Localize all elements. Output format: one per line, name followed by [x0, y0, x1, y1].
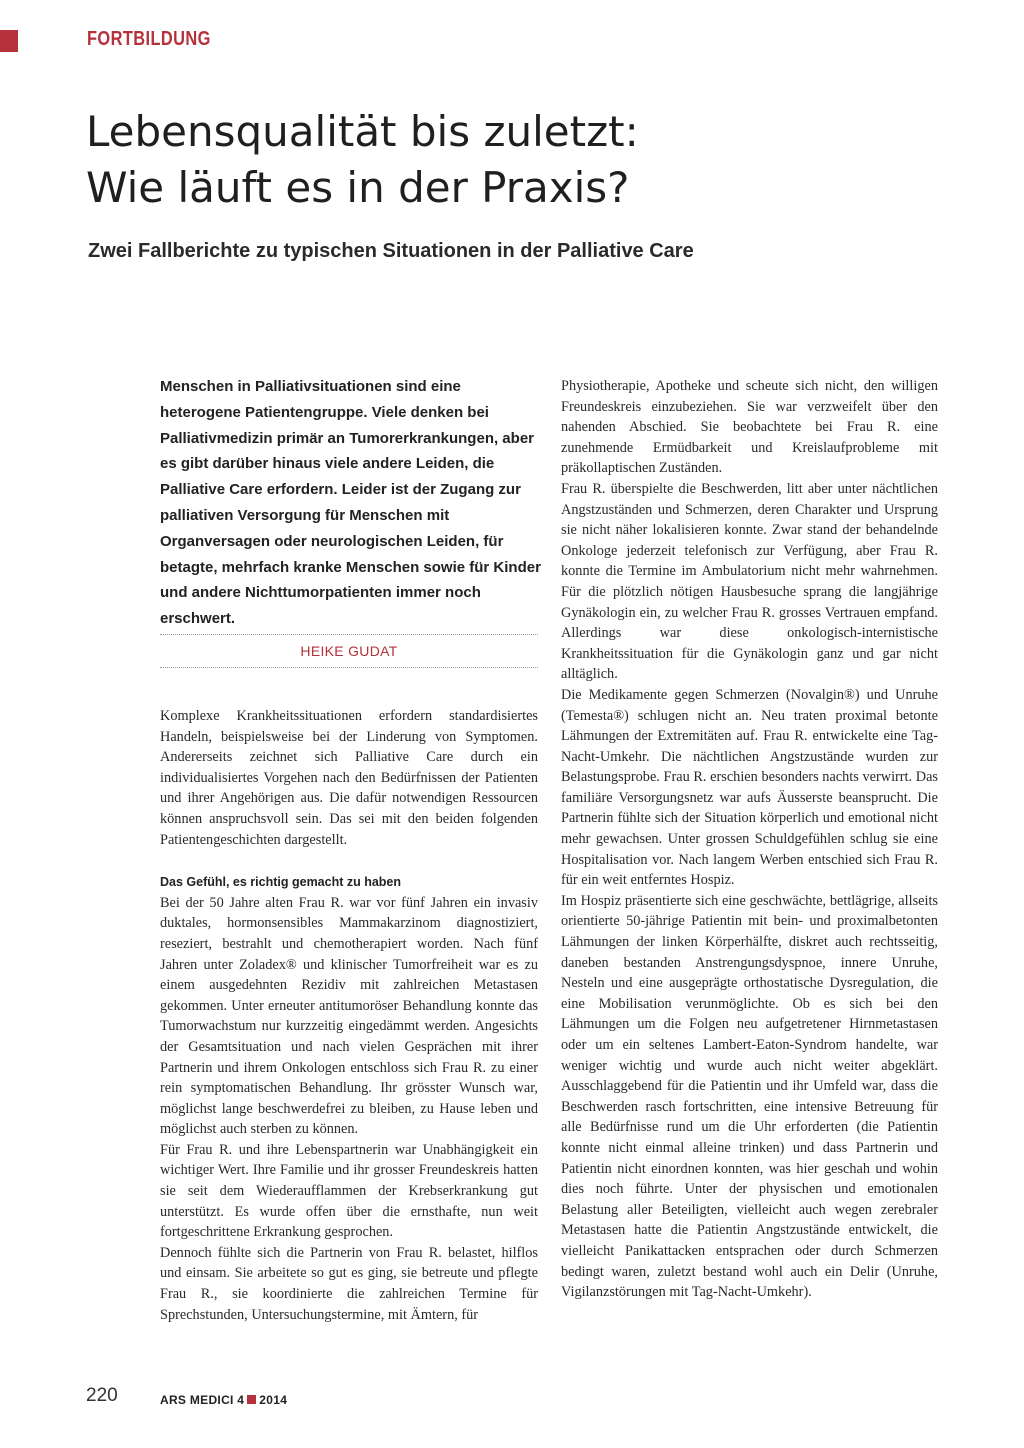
journal-name: ARS MEDICI 4: [160, 1393, 245, 1407]
body-paragraph: Die Medikamente gegen Schmerzen (Novalgin®) und Unruhe (Temesta®) schlugen nicht an. Neu traten proximal betonte Lähmungen der Extremitäten auf. Frau R. entwickelte eine Tag-Nacht-Umkehr. Die nächtlichen Angstzustände wurden zur Belastungsprobe. Frau R. erschien besonders nachts verwirrt. Das familiäre Versorgungsnetz war aufs Äusserste beansprucht. Die Partnerin fühlte sich der Situation körperlich und emotional nicht mehr gewachsen. Unter grossen Schuldgefühlen schlug sie eine Hospitalisation vor. Nach langem Werben entschied sich Frau R. für ein weit entferntes Hospiz.: [561, 686, 938, 889]
section-heading: Das Gefühl, es richtig gemacht zu haben: [160, 875, 402, 890]
section-marker: [0, 30, 18, 52]
journal-footer: [160, 1393, 287, 1407]
right-column: [561, 376, 938, 1303]
article-subtitle: Zwei Fallberichte zu typischen Situationen in der Palliative Care: [88, 240, 694, 262]
author-rule-top: [160, 634, 538, 635]
title-line-2: Wie läuft es in der Praxis?: [86, 163, 630, 212]
author-box: [160, 634, 538, 668]
journal-year: 2014: [259, 1393, 288, 1407]
left-column: [160, 706, 538, 1325]
body-paragraph: Physiotherapie, Apotheke und scheute sich nicht, den willigen Freundeskreis einzubeziehen. Sie war verzweifelt über den nahenden Abschied. Sie beobachtete bei Frau R. eine zunehmende Ermüdbarkeit und Kreislaufprobleme mit präkollaptischen Zuständen.: [561, 378, 938, 477]
page-number: 220: [86, 1385, 118, 1406]
lead-paragraph: Menschen in Palliativsituationen sind eine heterogene Patientengruppe. Viele denken bei Palliativmedizin primär an Tumorerkrankungen, aber es gibt darüber hinaus viele andere Leiden, die Palliative Care erfordern. Leider ist der Zugang zur palliativen Versorgung für Menschen mit Organversagen oder neurologischen Leiden, für betagte, mehrfach kranke Menschen sowie für Kinder und andere Nichttumorpatienten immer noch erschwert.: [160, 378, 541, 628]
body-paragraph: Bei der 50 Jahre alten Frau R. war vor fünf Jahren ein invasiv duktales, hormonsensibles Mammakarzinom diagnostiziert, reseziert, bestrahlt und chemotherapiert worden. Nach fünf Jahren unter Zoladex® und klinischer Tumorfreiheit war es zu einem ausgedehnten Rezidiv mit zahlreichen Metastasen gekommen. Unter erneuter antitumoröser Behandlung konnte das Tumorwachstum nur kurzzeitig eingedämmt werden. Angesichts der Gesamtsituation und nach vielen Gesprächen mit ihrer Partnerin und ihrem Onkologen entschloss sich Frau R. zu einer rein symptomatischen Behandlung. Ihr grösster Wunsch war, möglichst lange beschwerdefrei zu bleiben, zu Hause leben und möglichst auch sterben zu können.: [160, 894, 538, 1138]
article-title: [86, 104, 946, 216]
title-line-1: Lebensqualität bis zuletzt:: [86, 107, 639, 156]
body-paragraph: Dennoch fühlte sich die Partnerin von Frau R. belastet, hilflos und einsam. Sie arbeitete so gut es ging, sie betreute und pflegte Frau R., sie koordinierte die zahlreichen Termine für Sprechstunden, Untersuchungstermine, mit Ämtern, für: [160, 1244, 538, 1323]
section-label: FORTBILDUNG: [87, 28, 211, 50]
body-paragraph: Im Hospiz präsentierte sich eine geschwächte, bettlägrige, allseits orientierte 50-jährige Patientin mit bein- und proximalbetonten Lähmungen der linken Körperhälfte, diskret auch rechtsseitig, daneben bestanden Anstrengungsdyspnoe, innere Unruhe, Nesteln und eine ausgeprägte orthostatische Dysregulation, die eine Mobilisation verunmöglichte. Ob es sich bei den Lähmungen um die Folgen neu aufgetretener Hirnmetastasen oder um ein seltenes Lambert-Eaton-Syndrom handelte, war weniger wichtig und wurde auch nicht weiter abgeklärt. Ausschlaggebend für die Patientin und ihr Umfeld war, dass die Beschwerden rasch fortschritten, eine intensive Betreuung für alle Bedürfnisse rund um die Uhr erforderten (die Patientin konnte nicht einmal alleine trinken) und dass Partnerin und Patientin nicht einordnen konnten, was hier geschah und wohin dies noch führte. Unter der physischen und emotionalen Belastung aller Beteiligten, vielleicht auch wegen zerebraler Metastasen hatte die Patientin Angstzustände entwickelt, die vielleicht Panikattacken entsprachen oder durch Schmerzen bedingt waren, zuletzt bestand wohl auch ein Delir (Unruhe, Vigilanzstörungen mit Tag-Nacht-Umkehr).: [561, 892, 938, 1301]
author-name: HEIKE GUDAT: [300, 643, 398, 659]
intro-paragraph: Komplexe Krankheitssituationen erfordern standardisiertes Handeln, beispielsweise bei der Linderung von Symptomen. Andererseits zeichnet sich Palliative Care durch ein individualisiertes Vorgehen nach den Bedürfnissen der Patienten und ihrer Angehörigen aus. Die dafür notwendigen Ressourcen können anspruchsvoll sein. Das sei mit den beiden folgenden Patientengeschichten dargestellt.: [160, 708, 538, 848]
author-rule-bottom: [160, 667, 538, 668]
footer-square-icon: [247, 1395, 256, 1404]
body-paragraph: Für Frau R. und ihre Lebenspartnerin war Unabhängigkeit ein wichtiger Wert. Ihre Familie und ihr grosser Freundeskreis hatten sie seit dem Wiederaufflammen der Krebserkrankung gut unterstützt. Es wurde offen über die ernsthafte, nun weit fortgeschrittene Erkrankung gesprochen.: [160, 1141, 538, 1241]
body-paragraph: Frau R. überspielte die Beschwerden, litt aber unter nächtlichen Angstzuständen und Schmerzen, deren Charakter und Ursprung sie nicht näher lokalisieren konnte. Zwar stand der behandelnde Onkologe jederzeit telefonisch zur Verfügung, aber Frau R. konnte die Termine im Ambulatorium nicht mehr wahrnehmen. Für die plötzlich nötigen Hausbesuche sprang die langjährige Gynäkologin ein, zu welcher Frau R. grosses Vertrauen empfand. Allerdings war diese onkologisch-internistische Krankheitssituation für die Gynäkologin ganz und gar nicht alltäglich.: [561, 480, 938, 683]
